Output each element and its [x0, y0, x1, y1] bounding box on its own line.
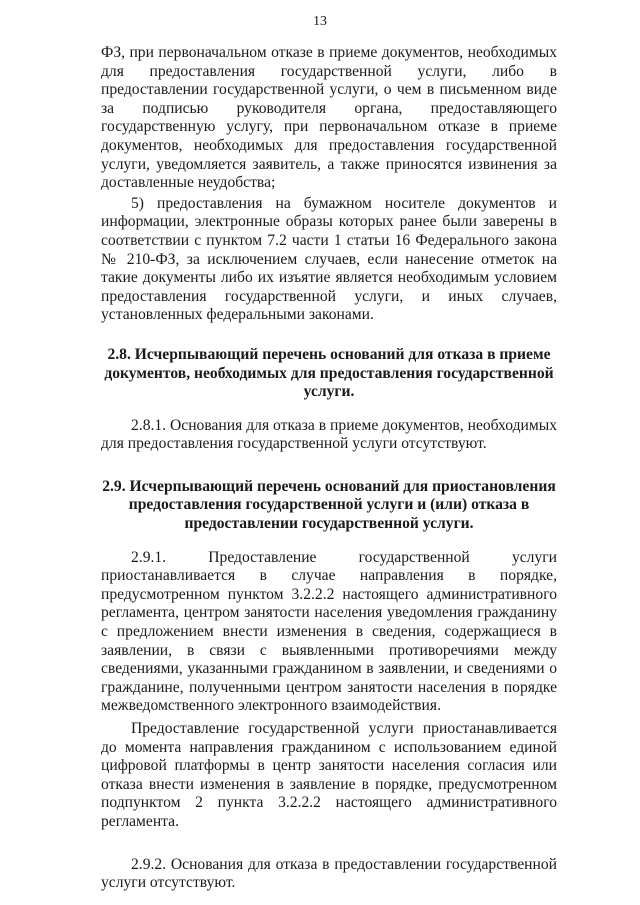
paragraph-2-9-1-continued: Предоставление государственной услуги приостанавливается до момента направления гражданином с использованием единой цифровой платформы в центр занятости населения согласия или отказа внести изменения в заявление в порядке, предусмотренном подпунктом 2 пункта 3.2.2.2 настоящего административного регламента. [101, 720, 557, 830]
section-heading-2-9: 2.9. Исчерпывающий перечень оснований для приостановления предоставления государственной услуги и (или) отказа в предоставлении государственной услуги. [102, 477, 556, 533]
paragraph-2-8-1: 2.8.1. Основания для отказа в приеме документов, необходимых для предоставления государственной услуги отсутствуют. [101, 416, 557, 453]
paragraph-continuation: ФЗ, при первоначальном отказе в приеме документов, необходимых для предоставления государственной услуги, либо в предоставлении государственной услуги, о чем в письменном виде за подписью руководителя органа, предоставляющего государственную услугу, при первоначальном отказе в приеме документов, необходимых для предоставления государственной услуги, уведомляется заявитель, а также приносятся извинения за доставленные неудобства; [101, 44, 557, 192]
paragraph-2-9-2: 2.9.2. Основания для отказа в предоставлении государственной услуги отсутствуют. [101, 855, 557, 892]
paragraph-2-9-1: 2.9.1. Предоставление государственной услуги приостанавливается в случае направления в порядке, предусмотренном пунктом 3.2.2.2 настоящего административного регламента, центром занятости населения уведомления гражданину с предложением внести изменения в сведения, содержащиеся в заявлении, в связи с выявленными противоречиями между сведениями, указанными гражданином в заявлении, и сведениями о гражданине, полученными центром занятости населения в порядке межведомственного электронного взаимодействия. [101, 548, 557, 715]
document-body [101, 44, 557, 893]
paragraph-item-5: 5) предоставления на бумажном носителе документов и информации, электронные образы которых ранее были заверены в соответствии с пунктом 7.2 части 1 статьи 16 Федерального закона № 210-ФЗ, за исключением случаев, если нанесение отметок на такие документы либо их изъятие является необходимым условием предоставления государственной услуги, и иных случаев, установленных федеральными законами. [101, 194, 557, 324]
section-heading-2-8: 2.8. Исчерпывающий перечень оснований для отказа в приеме документов, необходимых для предоставления государственной услуги. [104, 345, 554, 401]
page-number: 13 [313, 14, 327, 29]
